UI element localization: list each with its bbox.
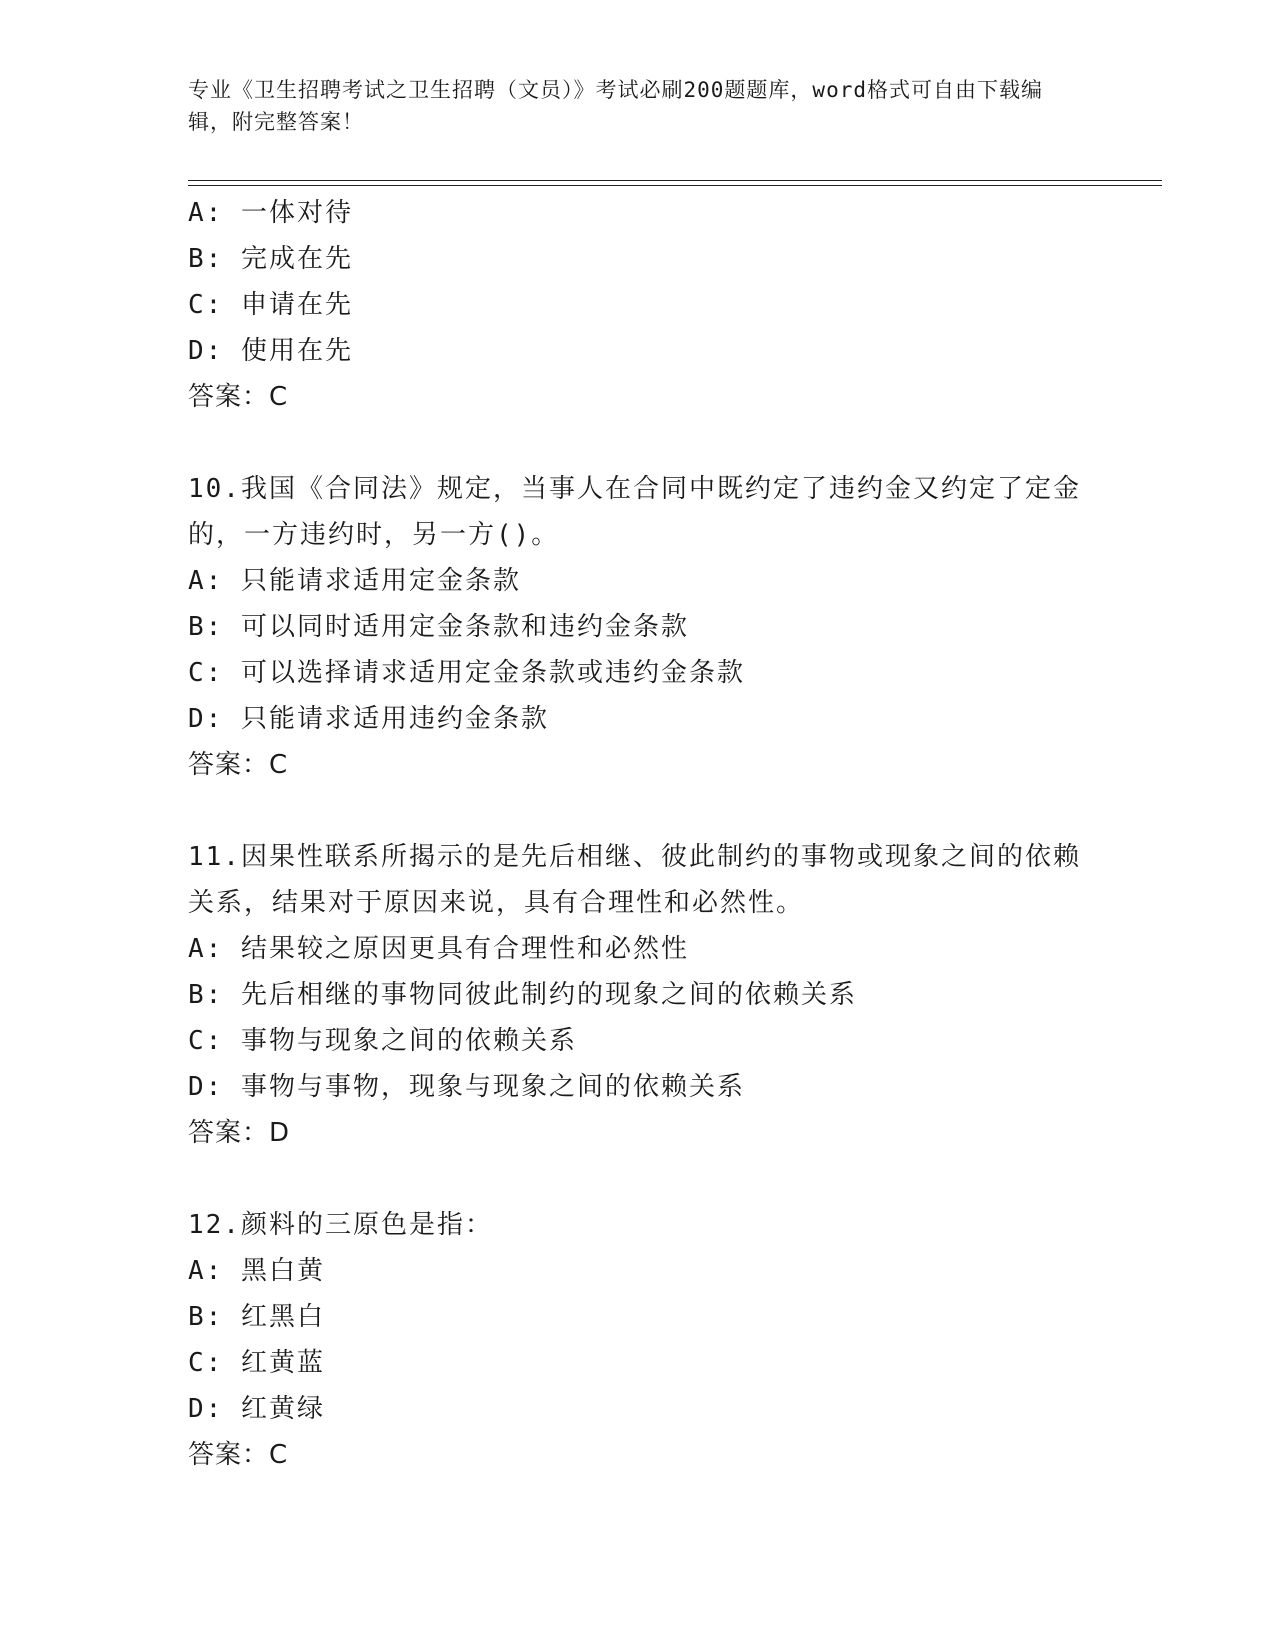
question-9 (188, 190, 1088, 420)
document-header: 专业《卫生招聘考试之卫生招聘（文员）》考试必刷200题题库，word格式可自由下载编辑，附完整答案！ (188, 78, 1043, 134)
option-d: D: 红黄绿 (188, 1394, 325, 1424)
option-c: C: 申请在先 (188, 290, 353, 320)
spacer (188, 420, 1088, 466)
question-text: 11.因果性联系所揭示的是先后相继、彼此制约的事物或现象之间的依赖关系，结果对于原因来说，具有合理性和必然性。 (188, 842, 1081, 918)
option-d: D: 使用在先 (188, 336, 353, 366)
option-c: C: 可以选择请求适用定金条款或违约金条款 (188, 658, 745, 688)
answer: 答案：D (188, 1118, 291, 1148)
spacer (188, 1156, 1088, 1202)
answer: 答案：C (188, 382, 289, 412)
option-a: A: 只能请求适用定金条款 (188, 566, 521, 596)
option-b: B: 红黑白 (188, 1302, 325, 1332)
option-a: A: 黑白黄 (188, 1256, 325, 1286)
option-a: A: 结果较之原因更具有合理性和必然性 (188, 934, 689, 964)
question-text: 12.颜料的三原色是指： (188, 1210, 493, 1240)
question-11 (188, 834, 1088, 1156)
question-12 (188, 1202, 1088, 1478)
question-list (188, 190, 1088, 1478)
header-rule-bottom (188, 185, 1162, 186)
header-rule-top (188, 180, 1162, 181)
option-c: C: 事物与现象之间的依赖关系 (188, 1026, 577, 1056)
option-b: B: 先后相继的事物同彼此制约的现象之间的依赖关系 (188, 980, 857, 1010)
question-10 (188, 466, 1088, 788)
answer: 答案：C (188, 1440, 289, 1470)
option-a: A: 一体对待 (188, 198, 353, 228)
option-b: B: 可以同时适用定金条款和违约金条款 (188, 612, 689, 642)
option-c: C: 红黄蓝 (188, 1348, 325, 1378)
spacer (188, 788, 1088, 834)
option-b: B: 完成在先 (188, 244, 353, 274)
question-text: 10.我国《合同法》规定，当事人在合同中既约定了违约金又约定了定金的，一方违约时，另一方()。 (188, 474, 1081, 550)
option-d: D: 只能请求适用违约金条款 (188, 704, 549, 734)
option-d: D: 事物与事物，现象与现象之间的依赖关系 (188, 1072, 745, 1102)
answer: 答案：C (188, 750, 289, 780)
